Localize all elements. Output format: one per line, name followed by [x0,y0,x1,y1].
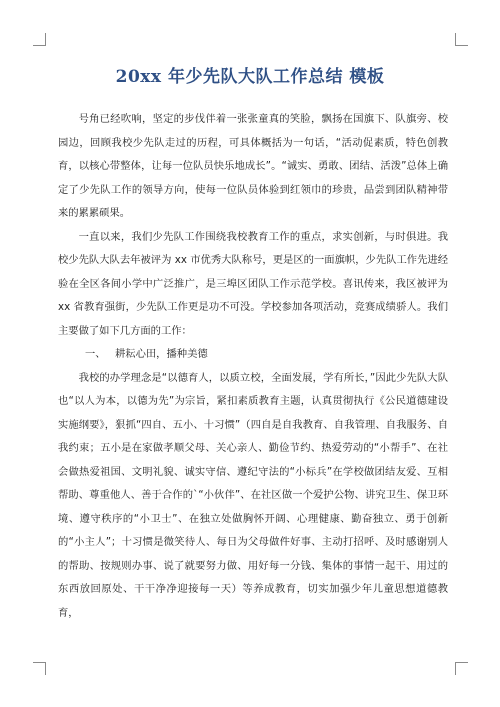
crop-mark-top-right [455,33,468,46]
crop-mark-bottom-left [33,662,46,675]
paragraph-moral-education: 我校的办学理念是“以德育人，以质立校，全面发展，学有所长，”因此少先队大队也“以人为本，以德为先”为宗旨，紧扣素质教育主题，认真贯彻执行《公民道德建设实施纲要》，狠抓“四自、五小、十习惯”（四自是自我教育、自我管理、自我服务、自我约束；五小是在家做孝顺父母、关心亲人、勤俭节约、热爱劳动的“小帮手”、在社会做热爱祖国、文明礼貌、诚实守信、遵纪守法的“小标兵”在学校做团结友爱、互相帮助、尊重他人、善于合作的`“小伙伴”、在社区做一个爱护公物、讲究卫生、保卫环境、遵守秩序的“小卫士”、在独立处做胸怀开阔、心理健康、勤奋独立、勇于创新的“小主人”；十习惯是微笑待人、每日为父母做件好事、主动打招呼、及时感谢别人的帮助、按规则办事、说了就要努力做、用好每一分钱、集体的事情一起干、用过的东西放回原处、干干净净迎接每一天）等养成教育，切实加强少年儿童思想道德教育， [58,371,448,619]
section-heading-number: 一、 [85,348,106,360]
paragraph-intro: 号角已经吹响，坚定的步伐伴着一张张童真的笑脸，飘扬在国旗下、队旗旁、校园边，回顾我校少先队走过的历程，可具体概括为一句话，“活动促素质，特色创教育，以核心带整体，让每一位队员快乐地成长”。“诚实、勇敢、团结、活泼”总体上确定了少先队工作的领导方向，使每一位队员体验到红领巾的珍贵，品尝到团队精神带来的累累硕果。 [58,113,448,219]
section-heading-text: 耕耘心田，播种美德 [115,348,208,360]
paragraph-overview: 一直以来，我们少先队工作围绕我校教育工作的重点，求实创新，与时俱进。我校少先队大队去年被评为 xx 市优秀大队称号，更是区的一面旗帜，少先队工作先进经验在全区各间小学中广泛推广，是三埠区团队工作示范学校。喜讯传来，我区被评为 xx 省教育强街，少先队工作更是功不可没。学校参加各项活动，竞赛成绩骄人。我们主要做了如下几方面的工作： [58,230,448,337]
document-body [58,108,448,625]
section-heading [58,343,448,367]
crop-mark-top-left [33,33,46,46]
crop-mark-bottom-right [455,662,468,675]
document-title: 20xx 年少先队大队工作总结 模板 [115,67,385,87]
